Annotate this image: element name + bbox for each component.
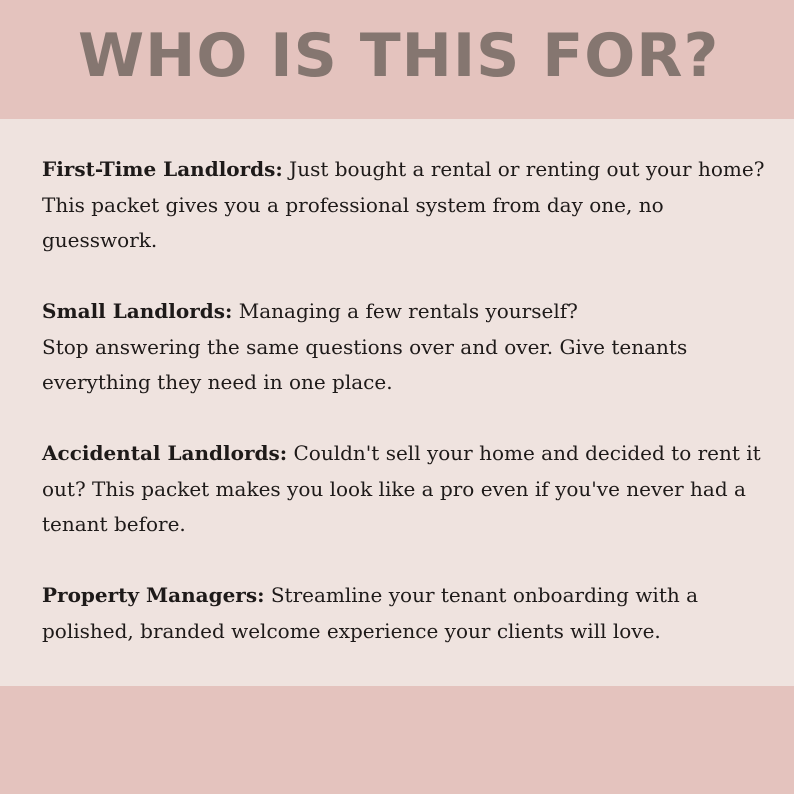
audience-term: First-Time Landlords:: [42, 157, 283, 181]
audience-list: [42, 152, 772, 649]
footer-band: [0, 686, 794, 794]
header-band: [0, 0, 794, 119]
audience-term: Small Landlords:: [42, 299, 233, 323]
content-panel: [0, 119, 794, 686]
audience-description-continued: Stop answering the same questions over and over. Give tenants everything they need in one place.: [42, 334, 688, 394]
audience-description: Streamline your tenant onboarding with a polished, branded welcome experience your clients will love.: [42, 583, 699, 643]
page-title: WHO IS THIS FOR?: [78, 21, 720, 91]
audience-item-small-landlords: [42, 294, 772, 401]
audience-description: Managing a few rentals yourself?: [238, 299, 578, 323]
audience-item-property-managers: [42, 578, 772, 649]
audience-item-first-time-landlords: [42, 152, 772, 259]
audience-item-accidental-landlords: [42, 436, 772, 543]
audience-description: Just bought a rental or renting out your home? This packet gives you a professional system from day one, no guesswork.: [42, 157, 765, 252]
audience-term: Property Managers:: [42, 583, 265, 607]
audience-term: Accidental Landlords:: [42, 441, 288, 465]
audience-description: Couldn't sell your home and decided to rent it out? This packet makes you look like a pro even if you've never had a tenant before.: [42, 441, 761, 536]
